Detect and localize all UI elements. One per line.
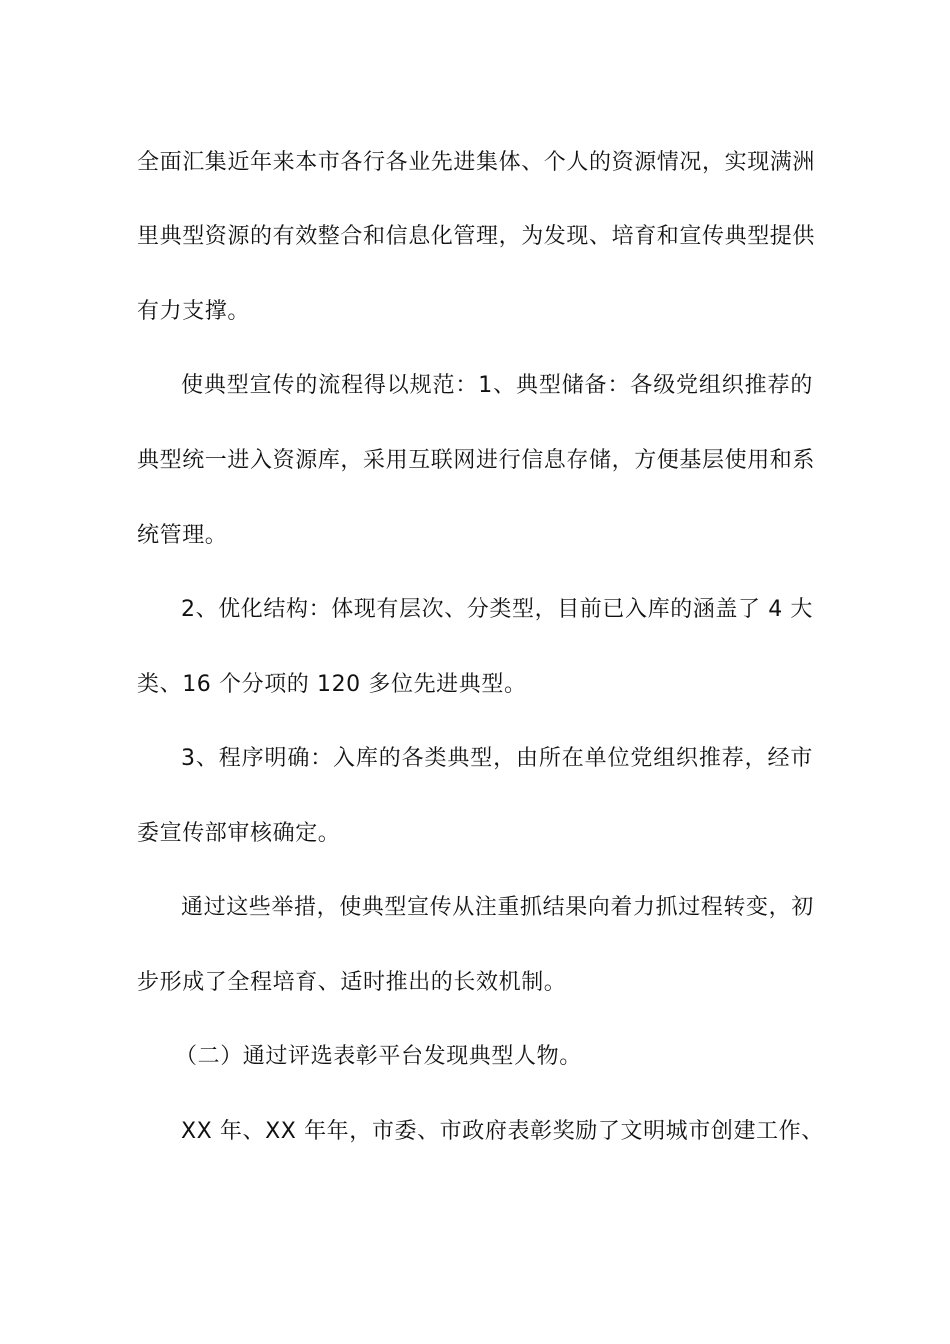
text-line: 3、程序明确：入库的各类典型，由所在单位党组织推荐，经市 [181, 746, 813, 771]
text-line: 类、16 个分项的 120 多位先进典型。 [137, 672, 527, 697]
text-line: 步形成了全程培育、适时推出的长效机制。 [137, 970, 567, 995]
text-line: 里典型资源的有效整合和信息化管理，为发现、培育和宣传典型提供 [137, 224, 816, 249]
text-line: 使典型宣传的流程得以规范：1、典型储备：各级党组织推荐的 [181, 373, 813, 398]
section-heading: （二）通过评选表彰平台发现典型人物。 [175, 1044, 582, 1069]
text-line: 统管理。 [137, 523, 228, 548]
text-line: XX 年、XX 年年，市委、市政府表彰奖励了文明城市创建工作、 [181, 1119, 824, 1144]
text-line: 典型统一进入资源库，采用互联网进行信息存储，方便基层使用和系 [137, 448, 816, 473]
text-line: 2、优化结构：体现有层次、分类型，目前已入库的涵盖了 4 大 [181, 597, 813, 622]
text-line: 有力支撑。 [137, 299, 251, 324]
text-line: 全面汇集近年来本市各行各业先进集体、个人的资源情况，实现满洲 [137, 150, 816, 175]
text-line: 通过这些举措，使典型宣传从注重抓结果向着力抓过程转变，初 [181, 895, 814, 920]
text-line: 委宣传部审核确定。 [137, 821, 341, 846]
